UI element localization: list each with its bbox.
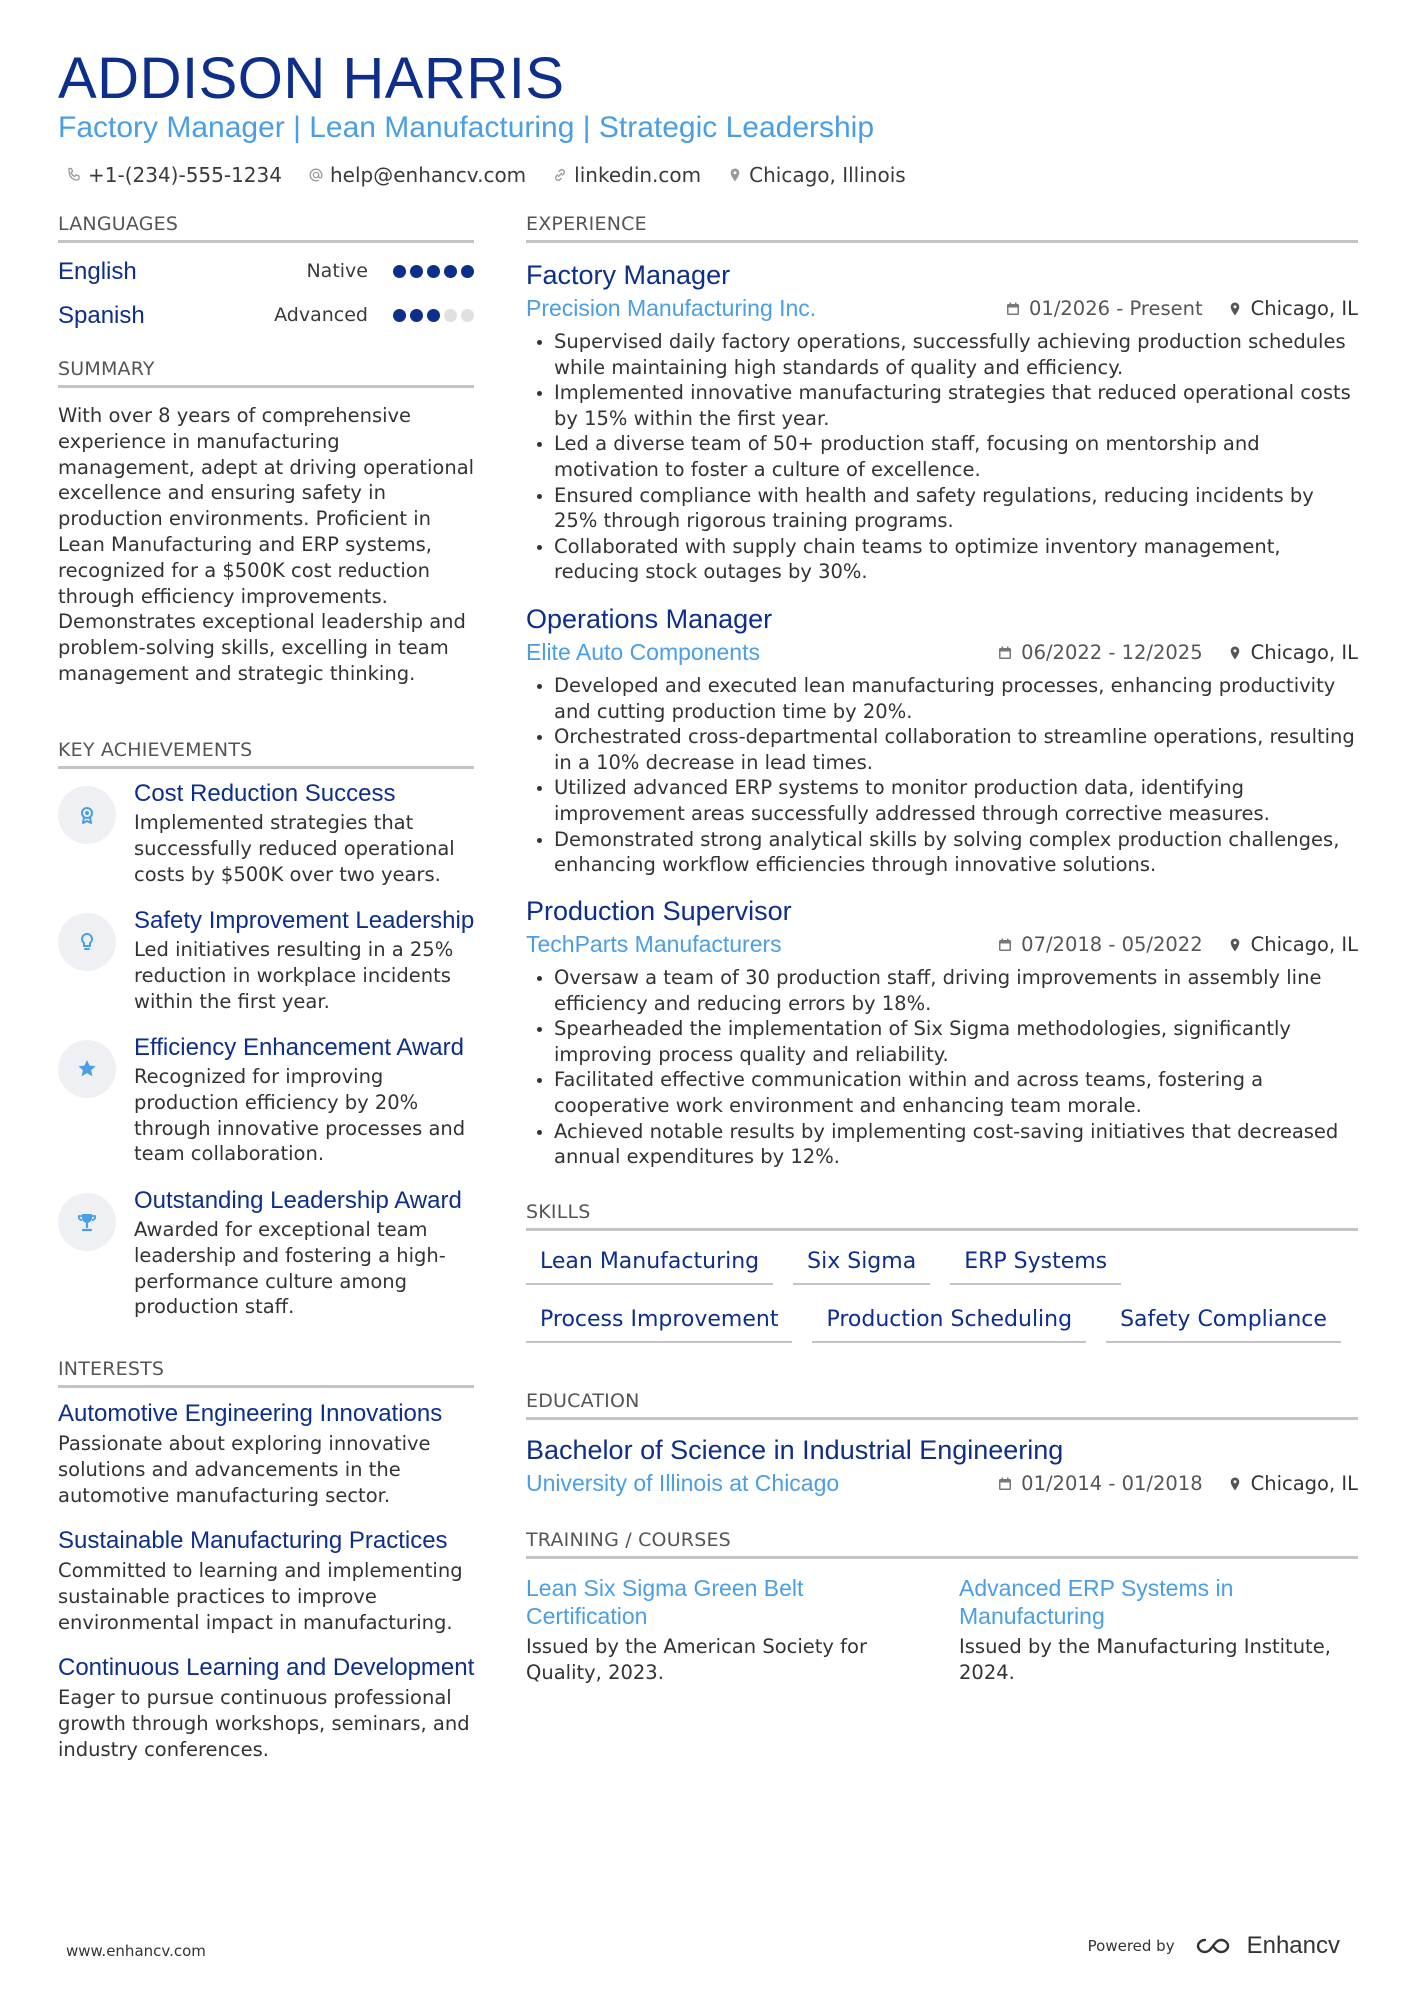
skills-heading: SKILLS <box>526 1203 1358 1231</box>
bullet-item: Oversaw a team of 30 production staff, driving improvements in assembly line efficiency and reducing errors by 18%. <box>526 965 1358 1016</box>
job-dates: 07/2018 - 05/2022 <box>1021 933 1203 956</box>
achievements-heading: KEY ACHIEVEMENTS <box>58 741 474 769</box>
at-icon <box>308 167 324 183</box>
language-level: Advanced <box>274 304 368 326</box>
rating-dot <box>393 265 406 278</box>
company-name: Precision Manufacturing Inc. <box>526 295 817 321</box>
link-icon <box>552 167 568 183</box>
rating-dot <box>427 265 440 278</box>
interest-title: Sustainable Manufacturing Practices <box>58 1527 448 1554</box>
location-text: Chicago, Illinois <box>749 163 906 187</box>
interest-desc: Committed to learning and implementing sustainable practices to improve environmental impact in manufacturing. <box>58 1559 463 1634</box>
bullet-item: Ensured compliance with health and safety regulations, reducing incidents by 25% through rigorous training programs. <box>526 483 1358 534</box>
job-location: Chicago, IL <box>1250 297 1358 320</box>
rating-dot <box>393 309 406 322</box>
job-dates: 06/2022 - 12/2025 <box>1021 641 1203 664</box>
achievement-desc: Recognized for improving production efficiency by 20% through innovative processes and team collaboration. <box>134 1065 466 1166</box>
course-item <box>959 1574 1349 1686</box>
education-heading: EDUCATION <box>526 1392 1358 1420</box>
course-item <box>526 1574 916 1686</box>
job-title: Factory Manager <box>526 260 731 290</box>
language-rating <box>393 265 474 278</box>
star-icon <box>58 1040 116 1098</box>
bullet-item: Orchestrated cross-departmental collaboration to streamline operations, resulting in a 10% decrease in lead times. <box>526 724 1358 775</box>
contact-email[interactable] <box>308 163 526 187</box>
rating-dot <box>444 309 457 322</box>
job-bullets <box>526 673 1358 878</box>
contact-bar <box>66 163 906 187</box>
experience-heading: EXPERIENCE <box>526 215 1358 243</box>
bullet-item: Facilitated effective communication within and across teams, fostering a cooperative work environment and enhancing team morale. <box>526 1067 1358 1118</box>
footer-website[interactable]: www.enhancv.com <box>66 1942 206 1960</box>
language-name: English <box>58 258 137 285</box>
brand-logo[interactable] <box>1191 1932 1340 1960</box>
achievement-desc: Led initiatives resulting in a 25% reduction in workplace incidents within the first year. <box>134 938 454 1013</box>
rating-dot <box>461 265 474 278</box>
language-item <box>58 258 474 288</box>
calendar-icon <box>997 645 1013 661</box>
bullet-item: Collaborated with supply chain teams to optimize inventory management, reducing stock outages by 30%. <box>526 534 1358 585</box>
skill-tag: ERP Systems <box>950 1249 1121 1285</box>
experience-item <box>526 895 1358 1170</box>
calendar-icon <box>997 937 1013 953</box>
experience-item <box>526 259 1358 585</box>
bullet-item: Demonstrated strong analytical skills by solving complex production challenges, enhancing workflow efficiencies through innovative solutions. <box>526 827 1358 878</box>
job-title: Operations Manager <box>526 604 773 634</box>
company-name: Elite Auto Components <box>526 639 760 665</box>
language-level: Native <box>306 260 368 282</box>
summary-text: With over 8 years of comprehensive experience in manufacturing management, adept at driving operational excellence and ensuring safety in production environments. Proficient in Lean Manufacturing and ERP systems, recognized for a $500K cost reduction through efficiency improvements. Demonstrates exceptional leadership and problem-solving skills, excelling in team management and strategic thinking. <box>58 404 475 685</box>
job-bullets <box>526 329 1358 585</box>
bullet-item: Achieved notable results by implementing cost-saving initiatives that decreased annual expenditures by 12%. <box>526 1119 1358 1170</box>
interest-item <box>58 1399 478 1508</box>
course-title: Advanced ERP Systems in Manufacturing <box>959 1575 1234 1629</box>
footer-branding <box>1088 1932 1340 1960</box>
job-dates: 01/2026 - Present <box>1029 297 1203 320</box>
achievement-desc: Awarded for exceptional team leadership and fostering a high-performance culture among production staff. <box>134 1218 446 1319</box>
language-name: Spanish <box>58 302 145 329</box>
bullet-item: Spearheaded the implementation of Six Sigma methodologies, significantly improving process quality and reliability. <box>526 1016 1358 1067</box>
phone-text: +1-(234)-555-1234 <box>88 163 282 187</box>
contact-phone[interactable] <box>66 163 282 187</box>
education-location: Chicago, IL <box>1250 1472 1358 1495</box>
course-desc: Issued by the Manufacturing Institute, 2024. <box>959 1635 1331 1684</box>
candidate-name: ADDISON HARRIS <box>58 46 565 111</box>
award-icon <box>58 786 116 844</box>
job-title: Production Supervisor <box>526 896 792 926</box>
interest-desc: Passionate about exploring innovative solutions and advancements in the automotive manufacturing sector. <box>58 1432 431 1507</box>
rating-dot <box>427 309 440 322</box>
course-desc: Issued by the American Society for Quality, 2023. <box>526 1635 867 1684</box>
phone-icon <box>66 167 82 183</box>
achievement-title: Outstanding Leadership Award <box>134 1187 462 1214</box>
bullet-item: Implemented innovative manufacturing strategies that reduced operational costs by 15% within the first year. <box>526 380 1358 431</box>
language-rating <box>393 309 474 322</box>
school-name: University of Illinois at Chicago <box>526 1470 840 1496</box>
location-pin-icon <box>1227 301 1243 317</box>
calendar-icon <box>1005 301 1021 317</box>
job-location: Chicago, IL <box>1250 933 1358 956</box>
powered-by-text: Powered by <box>1087 1937 1175 1955</box>
achievement-title: Cost Reduction Success <box>134 780 396 807</box>
email-text: help@enhancv.com <box>329 163 527 187</box>
interest-item <box>58 1526 478 1635</box>
trophy-icon <box>58 1193 116 1251</box>
location-pin-icon <box>1227 645 1243 661</box>
achievement-desc: Implemented strategies that successfully reduced operational costs by $500K over two years. <box>134 811 455 886</box>
bullet-item: Utilized advanced ERP systems to monitor production data, identifying improvement areas successfully addressed through corrective measures. <box>526 775 1358 826</box>
achievement-title: Safety Improvement Leadership <box>134 907 475 934</box>
rating-dot <box>444 265 457 278</box>
skills-row <box>526 1249 1121 1285</box>
degree-title: Bachelor of Science in Industrial Engineering <box>526 1435 1064 1465</box>
bullet-item: Developed and executed lean manufacturing processes, enhancing productivity and cutting production time by 20%. <box>526 673 1358 724</box>
skill-tag: Production Scheduling <box>812 1307 1086 1343</box>
job-bullets <box>526 965 1358 1170</box>
company-name: TechParts Manufacturers <box>526 931 782 957</box>
location-pin-icon <box>1227 1476 1243 1492</box>
lightbulb-icon <box>58 913 116 971</box>
calendar-icon <box>997 1476 1013 1492</box>
brand-name: Enhancv <box>1246 1932 1340 1959</box>
experience-item <box>526 603 1358 878</box>
training-heading: TRAINING / COURSES <box>526 1531 1358 1559</box>
skill-tag: Six Sigma <box>793 1249 930 1285</box>
skill-tag: Lean Manufacturing <box>526 1249 773 1285</box>
enhancv-logo-icon <box>1191 1934 1237 1958</box>
bullet-item: Supervised daily factory operations, successfully achieving production schedules while maintaining high standards of quality and efficiency. <box>526 329 1358 380</box>
linkedin-text: linkedin.com <box>574 163 702 187</box>
interest-title: Automotive Engineering Innovations <box>58 1400 443 1427</box>
achievement-title: Efficiency Enhancement Award <box>134 1034 464 1061</box>
location-pin-icon <box>1227 937 1243 953</box>
candidate-headline: Factory Manager | Lean Manufacturing | Strategic Leadership <box>58 111 875 144</box>
job-location: Chicago, IL <box>1250 641 1358 664</box>
location-pin-icon <box>727 167 743 183</box>
summary-heading: SUMMARY <box>58 360 474 388</box>
skill-tag: Process Improvement <box>526 1307 792 1343</box>
education-dates: 01/2014 - 01/2018 <box>1021 1472 1203 1495</box>
contact-location <box>727 163 906 187</box>
course-title: Lean Six Sigma Green Belt Certification <box>526 1575 804 1629</box>
contact-linkedin[interactable] <box>552 163 701 187</box>
interest-title: Continuous Learning and Development <box>58 1654 475 1681</box>
language-item <box>58 302 474 332</box>
skill-tag: Safety Compliance <box>1106 1307 1341 1343</box>
interests-heading: INTERESTS <box>58 1360 474 1388</box>
interest-desc: Eager to pursue continuous professional growth through workshops, seminars, and industry conferences. <box>58 1686 470 1761</box>
rating-dot <box>410 309 423 322</box>
education-item <box>526 1434 1358 1502</box>
languages-heading: LANGUAGES <box>58 215 474 243</box>
interest-item <box>58 1653 478 1762</box>
bullet-item: Led a diverse team of 50+ production staff, focusing on mentorship and motivation to foster a culture of excellence. <box>526 431 1358 482</box>
rating-dot <box>461 309 474 322</box>
rating-dot <box>410 265 423 278</box>
skills-row <box>526 1307 1341 1343</box>
